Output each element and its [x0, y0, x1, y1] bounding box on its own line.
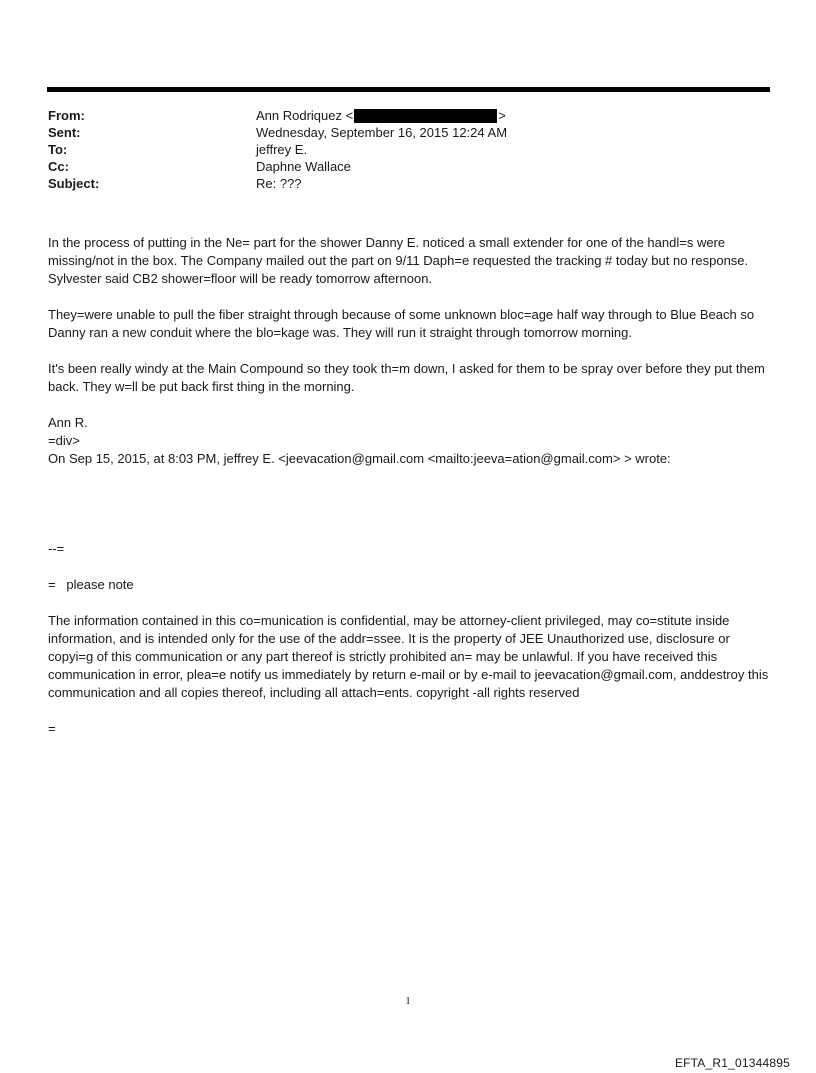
- to-row: [48, 141, 768, 158]
- redaction-box: [354, 109, 497, 123]
- signature: Ann R.: [48, 415, 88, 430]
- sent-label: Sent:: [48, 125, 81, 140]
- from-name: Ann Rodriquez <: [256, 108, 354, 123]
- trailing-equals: =: [48, 721, 56, 736]
- cc-value: Daphne Wallace: [256, 159, 351, 174]
- sent-value: Wednesday, September 16, 2015 12:24 AM: [256, 125, 508, 140]
- sent-row: [48, 124, 768, 141]
- div-tag-line: =div>: [48, 433, 80, 448]
- page-number: 1: [405, 995, 411, 1007]
- to-label: To:: [48, 142, 68, 157]
- to-value: jeffrey E.: [256, 142, 308, 157]
- subject-label: Subject:: [48, 176, 100, 191]
- cc-row: [48, 158, 768, 175]
- from-close-bracket: >: [498, 108, 506, 123]
- separator-line: --=: [48, 541, 65, 556]
- from-label: From:: [48, 108, 85, 123]
- cc-label: Cc:: [48, 159, 69, 174]
- email-header: [48, 107, 768, 192]
- quoted-header-line: On Sep 15, 2015, at 8:03 PM, jeffrey E. <jeevacation@gmail.com <mailto:jeeva=ation@gmail.com> > wrote:: [48, 451, 671, 466]
- subject-row: [48, 175, 768, 192]
- body-paragraph-3: It's been really windy at the Main Compound so they took th=m down, I asked for them to be spray over before they put them back. They w=ll be put back first thing in the morning.: [48, 361, 765, 394]
- please-note-line: = please note: [48, 577, 134, 592]
- body-paragraph-2: They=were unable to pull the fiber straight through because of some unknown bloc=age half way through to Blue Beach so Danny ran a new conduit where the blo=kage was. They will run it straight through tomorrow morning.: [48, 307, 755, 340]
- bates-number: EFTA_R1_01344895: [674, 1056, 790, 1070]
- subject-value: Re: ???: [256, 176, 302, 191]
- header-divider-rule: [47, 87, 770, 92]
- from-value: [256, 107, 506, 124]
- body-paragraph-1: In the process of putting in the Ne= part for the shower Danny E. noticed a small extender for one of the handl=s were missing/not in the box. The Company mailed out the part on 9/11 Daph=e requested the tracking # today but no response. Sylvester said CB2 shower=floor will be ready tomorrow afternoon.: [48, 235, 749, 286]
- from-row: [48, 107, 768, 124]
- confidentiality-disclaimer: The information contained in this co=munication is confidential, may be attorney-client privileged, may co=stitute inside information, and is intended only for the use of the addr=ssee. It is the property of JEE Unauthorized use, disclosure or copyi=g of this communication or any part thereof is strictly prohibited an= may be unlawful. If you have received this communication in error, plea=e notify us immediately by return e-mail or by e-mail to jeevacation@gmail.com, anddestroy this communication and all copies thereof, including all attach=ents. copyright -all rights reserved: [48, 613, 769, 700]
